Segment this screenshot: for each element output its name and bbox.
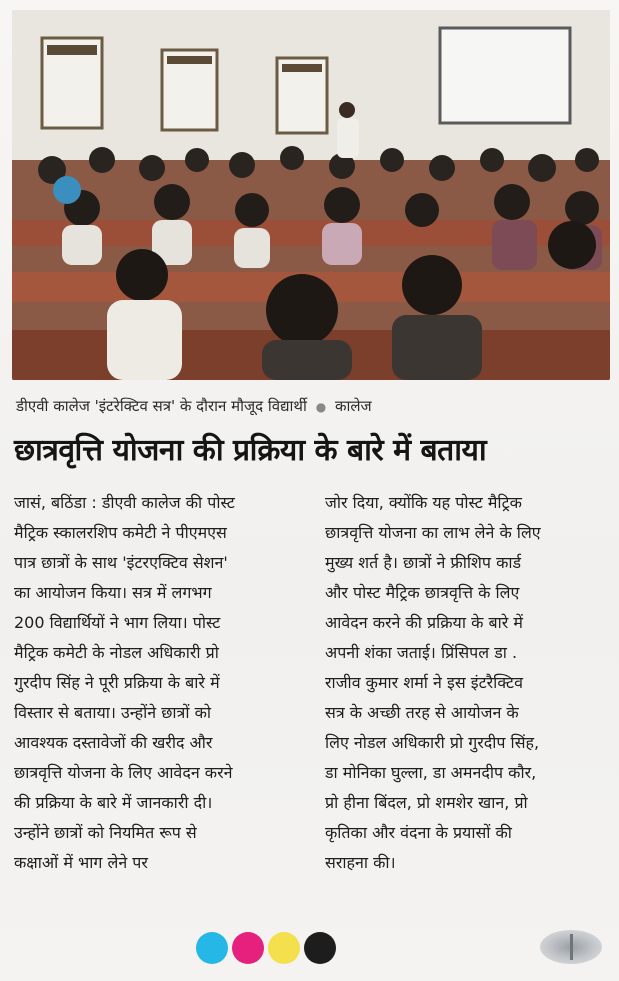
column-line: आवेदन करने की प्रक्रिया के बारे में [325, 613, 523, 632]
bullet-icon: ● [315, 400, 327, 414]
column-line: कृतिका और वंदना के प्रयासों की [325, 823, 512, 842]
column-line: पात्र छात्रों के साथ 'इंटरएक्टिव सेशन' [14, 553, 228, 572]
column-line: उन्होंने छात्रों को नियमित रूप से [14, 823, 197, 842]
event-photo [12, 10, 610, 380]
column-line: और पोस्ट मैट्रिक छात्रवृत्ति के लिए [325, 583, 520, 602]
photo-credit: कालेज [334, 397, 372, 415]
column-line: कक्षाओं में भाग लेने पर [14, 853, 148, 872]
article-column-left [14, 488, 304, 878]
column-line: जासं, बठिंडा : डीएवी कालेज की पोस्ट [14, 493, 235, 512]
caption-text: डीएवी कालेज 'इंटरेक्टिव सत्र' के दौरान मौजूद विद्यार्थी [16, 397, 307, 415]
column-line: विस्तार से बताया। उन्होंने छात्रों को [14, 703, 212, 722]
column-line: डा मोनिका घुल्ला, डा अमनदीप कौर, [325, 763, 537, 782]
cmyk-color-marks [196, 932, 336, 966]
column-line: सत्र के अच्छी तरह से आयोजन के [325, 703, 519, 722]
yellow-swatch [268, 932, 300, 964]
column-line: 200 विद्यार्थियों ने भाग लिया। पोस्ट [14, 613, 221, 632]
column-line: का आयोजन किया। सत्र में लगभग [14, 583, 212, 602]
column-line: लिए नोडल अधिकारी प्रो गुरदीप सिंह, [325, 733, 540, 752]
headline: छात्रवृत्ति योजना की प्रक्रिया के बारे में बताया [14, 433, 487, 468]
column-line: मुख्य शर्त है। छात्रों ने फ्रीशिप कार्ड [325, 553, 522, 572]
column-line: आवश्यक दस्तावेजों की खरीद और [14, 733, 213, 752]
column-line: सराहना की। [325, 853, 396, 872]
column-line: छात्रवृत्ति योजना का लाभ लेने के लिए [325, 523, 541, 542]
registration-mark-icon [540, 930, 602, 964]
column-line: जोर दिया, क्योंकि यह पोस्ट मैट्रिक [325, 493, 522, 512]
column-line: मैट्रिक कमेटी के नोडल अधिकारी प्रो [14, 643, 219, 662]
column-line: छात्रवृत्ति योजना के लिए आवेदन करने [14, 763, 233, 782]
column-line: मैट्रिक स्कालरशिप कमेटी ने पीएमएस [14, 523, 227, 542]
column-line: राजीव कुमार शर्मा ने इस इंटरैक्टिव [325, 673, 524, 692]
photo-caption [16, 396, 606, 416]
cyan-swatch [196, 932, 228, 964]
article-column-right [325, 488, 605, 878]
column-line: प्रो हीना बिंदल, प्रो शमशेर खान, प्रो [325, 793, 528, 812]
column-line: की प्रक्रिया के बारे में जानकारी दी। [14, 793, 213, 812]
column-line: अपनी शंका जताई। प्रिंसिपल डा . [325, 643, 518, 662]
column-line: गुरदीप सिंह ने पूरी प्रक्रिया के बारे में [14, 673, 220, 692]
classroom-photo-illustration [12, 10, 610, 380]
magenta-swatch [232, 932, 264, 964]
black-swatch [304, 932, 336, 964]
